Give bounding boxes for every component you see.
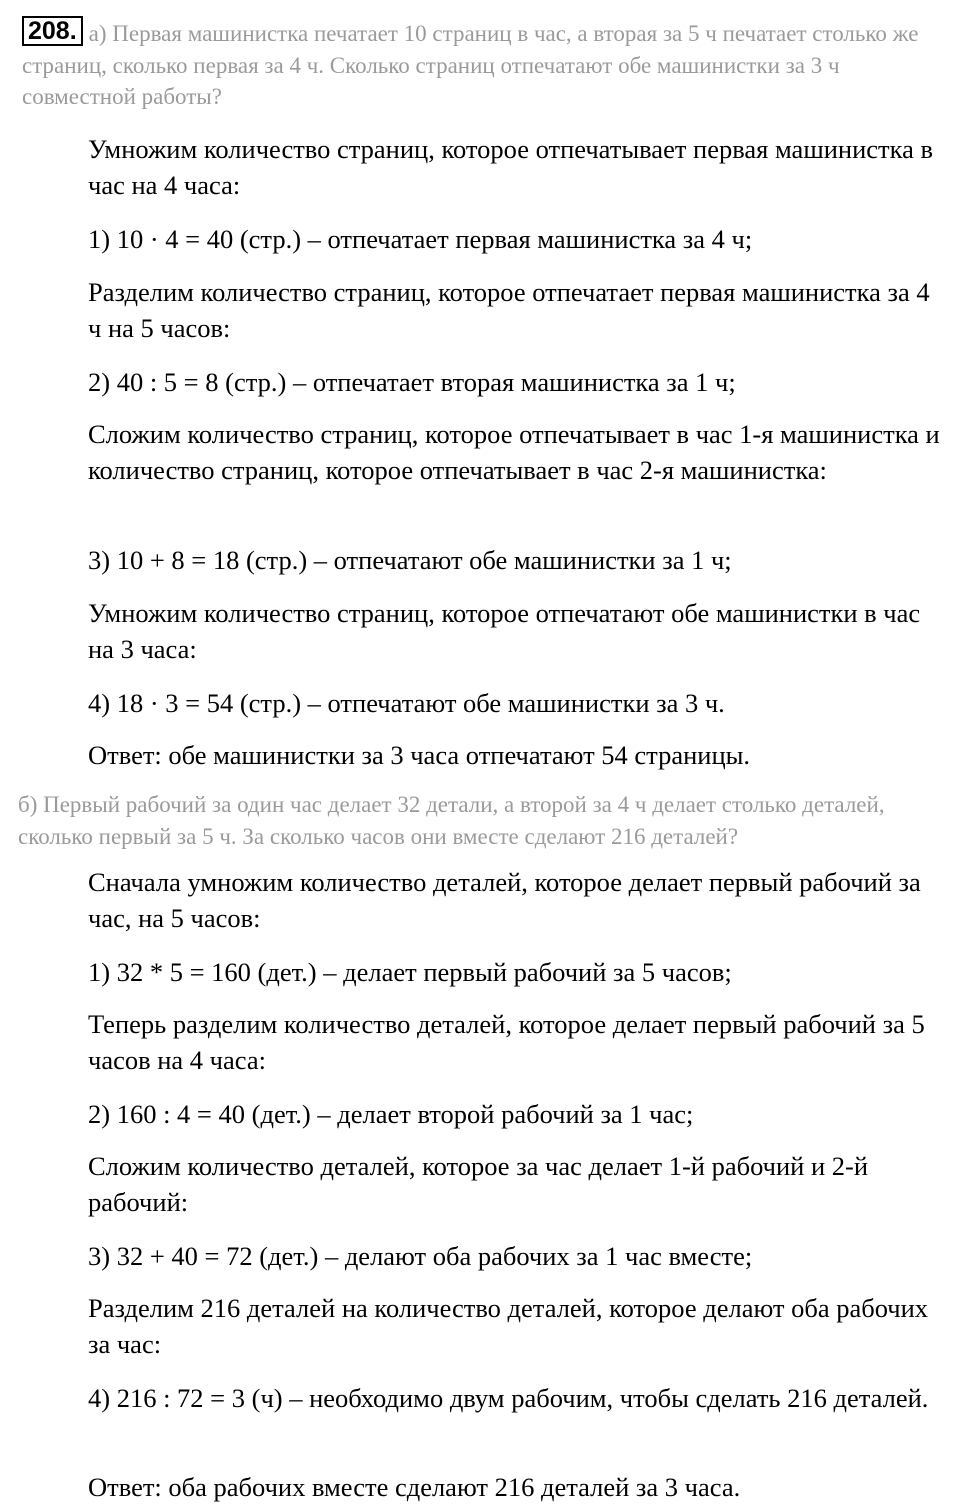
part-a-step-1-explanation: Умножим количество страниц, которое отпечатывает первая машинистка в час на 4 часа:: [88, 134, 933, 200]
part-b-step-4-explanation: Разделим 216 деталей на количество деталей, которое делают оба рабочих за час:: [88, 1293, 929, 1359]
part-b-step-3-explanation: Сложим количество деталей, которое за час делает 1-й рабочий и 2-й рабочий:: [88, 1151, 869, 1217]
part-a-step-2-explanation: Разделим количество страниц, которое отпечатает первая машинистка за 4 ч на 5 часов:: [88, 277, 930, 343]
part-b-step-1-explanation: Сначала умножим количество деталей, которое делает первый рабочий за час, на 5 часов:: [88, 867, 921, 933]
part-b-question: б) Первый рабочий за один час делает 32 детали, а второй за 4 ч делает столько деталей, сколько первый за 5 ч. За сколько часов они вместе сделают 216 деталей?: [18, 792, 885, 849]
part-a-step-4-explanation: Умножим количество страниц, которое отпечатают обе машинистки в час на 3 часа:: [88, 598, 921, 664]
part-a-step-4-calculation: 4) 18 · 3 = 54 (стр.) – отпечатают обе машинистки за 3 ч.: [88, 688, 725, 718]
part-b-step-4-calculation: 4) 216 : 72 = 3 (ч) – необходимо двум рабочим, чтобы сделать 216 деталей.: [88, 1383, 929, 1413]
part-a-step-1-calculation: 1) 10 · 4 = 40 (стр.) – отпечатает первая машинистка за 4 ч;: [88, 224, 753, 254]
task-header: [22, 16, 942, 113]
part-a-question: а) Первая машинистка печатает 10 страниц в час, а вторая за 5 ч печатает столько же страниц, сколько первая за 4 ч. Сколько страниц отпечатают обе машинистки за 3 ч совместной работы?: [22, 21, 919, 109]
part-a-step-2-calculation: 2) 40 : 5 = 8 (стр.) – отпечатает вторая машинистка за 1 ч;: [88, 367, 736, 397]
part-b-step-1-calculation: 1) 32 * 5 = 160 (дет.) – делает первый рабочий за 5 часов;: [88, 957, 732, 987]
part-b-step-3-calculation: 3) 32 + 40 = 72 (дет.) – делают оба рабочих за 1 час вместе;: [88, 1241, 753, 1271]
task-number: 208.: [22, 16, 83, 46]
part-b-step-2-explanation: Теперь разделим количество деталей, которое делает первый рабочий за 5 часов на 4 часа:: [88, 1009, 925, 1075]
part-b-answer: Ответ: оба рабочих вместе сделают 216 деталей за 3 часа.: [88, 1472, 741, 1502]
part-b-step-2-calculation: 2) 160 : 4 = 40 (дет.) – делает второй рабочий за 1 час;: [88, 1099, 694, 1129]
part-a-step-3-explanation: Сложим количество страниц, которое отпечатывает в час 1-я машинистка и количество страниц, которое отпечатывает в час 2-я машинистка:: [88, 419, 940, 485]
part-a-step-3-calculation: 3) 10 + 8 = 18 (стр.) – отпечатают обе машинистки за 1 ч;: [88, 545, 732, 575]
part-a-answer: Ответ: обе машинистки за 3 часа отпечатают 54 страницы.: [88, 740, 751, 770]
